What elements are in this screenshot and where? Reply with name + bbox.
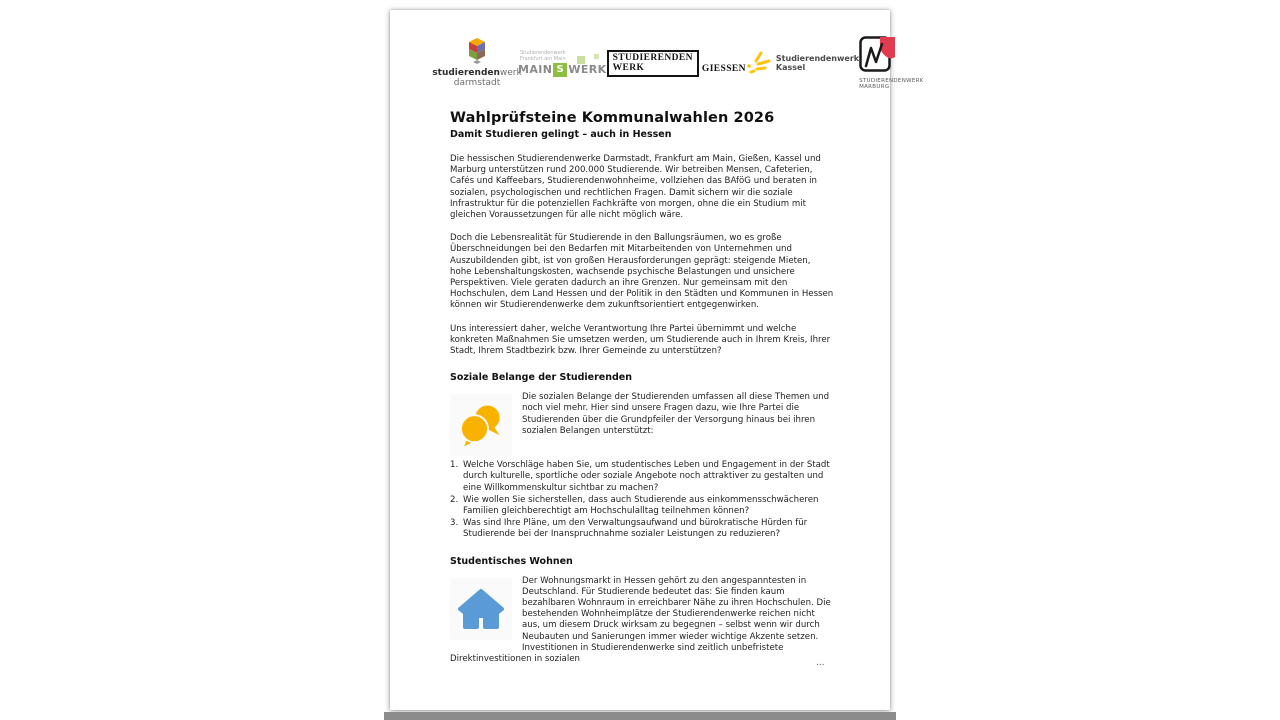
frankfurt-word-main: MAIN (518, 63, 553, 76)
list-item (450, 518, 834, 540)
logo-studierendenwerk-frankfurt-mainswerk (518, 50, 607, 77)
kassel-line1: Studierendenwerk (775, 53, 860, 63)
logo-studierendenwerk-giessen (607, 50, 746, 77)
document-page (390, 10, 924, 710)
marburg-line2: MARBURG (859, 84, 890, 90)
marburg-line1: STUDIERENDENWERK (859, 77, 924, 84)
giessen-line1: STUDIERENDEN (612, 52, 693, 63)
section-heading-housing: Studentisches Wohnen (450, 555, 573, 567)
kassel-line2: Kassel (775, 63, 806, 72)
page-title: Wahlprüfsteine Kommunalwahlen 2026 (450, 110, 775, 126)
list-item (450, 495, 834, 517)
logo-studierendenwerk-kassel (746, 51, 859, 75)
giessen-framed-wordmark (607, 50, 699, 77)
house-icon (450, 578, 512, 640)
page-subtitle: Damit Studieren gelingt – auch in Hessen (450, 129, 672, 140)
darmstadt-logo-text (432, 68, 521, 88)
intro-paragraph-3: Uns interessiert daher, welche Verantwortung Ihre Partei übernimmt und welche konkreten Maßnahmen Sie umsetzen werden, um Studierende auch in Ihrem Kreis, Ihrer Stadt, Ihrem Stadtbezirk bzw. Ihrer Gemeinde zu unterstützen? (450, 323, 831, 357)
frankfurt-small-line1: Studierendenwerk (520, 49, 566, 56)
darmstadt-wordmark-bold: studierenden (432, 68, 500, 78)
document-content (450, 110, 834, 665)
kassel-rays-icon (746, 51, 772, 75)
list-item-text: Wie wollen Sie sicherstellen, dass auch Studierende aus einkommensschwächeren Familien gleichberechtigt am Hochschulalltag teilnehmen können? (463, 494, 819, 517)
intro-paragraph-2: Doch die Lebensrealität für Studierende in den Ballungsräumen, wo es große Überschneidungen bei den Bedarfen mit Mitarbeitenden von Unternehmen und Auszubildenden gibt, ist von großen Herausforderungen geprägt: steigende Mieten, hohe Lebenshaltungskosten, wachsende psychische Belastungen und unsichere Perspektiven. Viele geraten dadurch an ihre Grenzen. Nur gemeinsam mit den Hochschulen, dem Land Hessen und der Politik in den Städten und Kommunen in Hessen können wir Studierendenwerke dem zukunftsorientiert entgegenwirken. (450, 233, 834, 311)
frankfurt-small-line2: Frankfurt am Main (520, 55, 566, 62)
giessen-line2: WERK (612, 63, 645, 73)
giessen-city-label: GIESSEN (701, 63, 746, 74)
list-item-number: 2. (450, 494, 459, 505)
frankfurt-deco-square-small (594, 54, 599, 59)
frankfurt-deco-square (577, 56, 585, 64)
list-item-number: 3. (450, 518, 459, 529)
darmstadt-city-label: darmstadt (453, 78, 501, 88)
frankfurt-s-square-icon: S (553, 63, 567, 77)
speech-bubbles-icon (450, 394, 512, 456)
list-item (450, 460, 834, 494)
frankfurt-wordmark (518, 63, 607, 77)
list-item-text: Was sind Ihre Pläne, um den Verwaltungsaufwand und bürokratische Hürden für Studierende bei der Inanspruchnahme sozialer Leistungen zu reduzieren? (463, 518, 808, 540)
section-social (450, 392, 834, 540)
intro-paragraph-1: Die hessischen Studierendenwerke Darmstadt, Frankfurt am Main, Gießen, Kassel und Marburg unterstützen rund 200.000 Studierende. Wir betreiben Mensen, Cafeterien, Cafés und Kaffeebars, Studierendenwohnheime, vollziehen das BAföG und beraten in sozialen, psychologischen und rechtlichen Fragen. Damit sichern wir die soziale Infrastruktur für die potenziellen Fachkräfte von morgen, ohne die ein Studium mit gleichen Voraussetzungen für alle nicht möglich wäre. (450, 154, 821, 221)
section-housing-text: Der Wohnungsmarkt in Hessen gehört zu den angespanntesten in Deutschland. Für Studierende bedeutet das: Sie finden kaum bezahlbaren Wohnraum in erreichbarer Nähe zu ihren Hochschulen. Die bestehenden Wohnheimplätze der Studierendenwerke reichen nicht aus, um diesem Druck wirksam zu begegnen – selbst wenn wir durch Neubauten und Sanierungen immer wieder wichtige Akzente setzen. Investitionen in Studierendenwerke sind zeitlich unbefristete Direktinvestitionen in sozialen (450, 575, 831, 665)
truncation-indicator: ... (816, 658, 825, 668)
logo-studierendenwerk-marburg (859, 36, 924, 91)
list-item-text: Welche Vorschläge haben Sie, um studentisches Leben und Engagement in der Stadt durch kulturelle, sportliche oder soziale Angebote noch attraktiver zu gestalten und eine Willkommenskultur sichtbar zu machen? (463, 460, 830, 493)
darmstadt-cube-icon (466, 38, 488, 66)
list-item-number: 1. (450, 460, 459, 471)
marburg-logo-text (859, 78, 924, 91)
kassel-logo-text (776, 54, 859, 73)
darmstadt-wordmark-light: werk (499, 68, 522, 78)
logo-row (432, 30, 924, 96)
question-list (450, 460, 834, 540)
page-gap (384, 712, 896, 720)
section-housing (450, 576, 834, 666)
marburg-ms-icon (859, 36, 897, 76)
frankfurt-word-werk: WERK (568, 63, 607, 76)
logo-studierendenwerk-darmstadt (432, 38, 522, 88)
section-social-intro: Die sozialen Belange der Studierenden umfassen all diese Themen und noch viel mehr. Hier sind unsere Fragen dazu, wie Ihre Partei die Studierenden über die Grundpfeiler der Versorgung hinaus bei ihren sozialen Belangen unterstützt: (522, 392, 830, 436)
section-heading-social: Soziale Belange der Studierenden (450, 372, 633, 384)
